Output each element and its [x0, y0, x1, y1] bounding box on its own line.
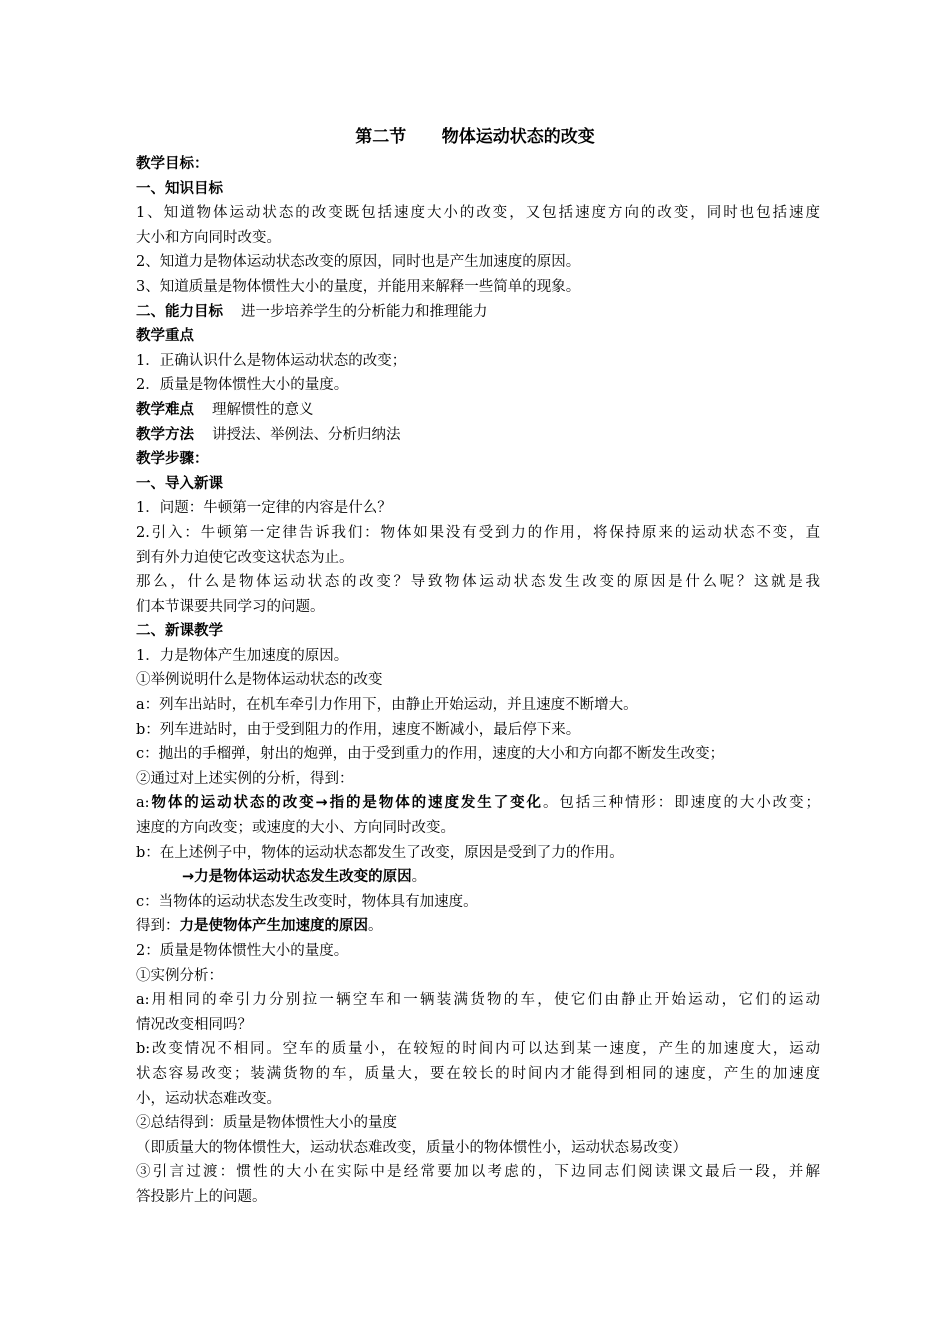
paragraph-line: b：在上述例子中，物体的运动状态都发生了改变，原因是受到了力的作用。 — [136, 844, 624, 861]
ability-text: 进一步培养学生的分析能力和推理能力 — [241, 303, 488, 320]
paragraph-line: 2：质量是物体惯性大小的量度。 — [136, 943, 349, 959]
paragraph-line: 2．质量是物体惯性大小的量度。 — [136, 377, 349, 394]
page-title: 第二节 物体运动状态的改变 — [355, 127, 595, 147]
paragraph-line: ①举例说明什么是物体运动状态的改变 — [136, 672, 383, 689]
paragraph-line: 1．力是物体产生加速度的原因。 — [136, 647, 349, 664]
difficulty-text: 理解惯性的意义 — [212, 401, 314, 418]
paragraph-line: c：抛出的手榴弹，射出的炮弹，由于受到重力的作用，速度的大小和方向都不断发生改变； — [136, 746, 725, 763]
paragraph-line: 1、知道物体运动状态的改变既包括速度大小的改变，又包括速度方向的改变，同时也包括速度 — [136, 205, 820, 222]
heading-key-points: 教学重点 — [136, 328, 194, 345]
paragraph-line: 那么，什么是物体运动状态的改变？导致物体运动状态发生改变的原因是什么呢？这就是我 — [136, 574, 820, 591]
paragraph-line: 答投影片上的问题。 — [136, 1188, 267, 1205]
heading-difficulty: 教学难点 — [136, 401, 194, 418]
paragraph-line: a:用相同的牵引力分别拉一辆空车和一辆装满货物的车，使它们由静止开始运动，它们的运动 — [136, 992, 820, 1009]
paragraph-line: b：列车进站时，由于受到阻力的作用，速度不断减小，最后停下来。 — [136, 721, 581, 738]
ability-objective-line — [136, 300, 820, 325]
paragraph-line: 1．问题：牛顿第一定律的内容是什么？ — [136, 500, 392, 517]
paragraph-line: 2、知道力是物体运动状态改变的原因，同时也是产生加速度的原因。 — [136, 254, 581, 271]
emphasis-text: 物体的运动状态的改变→指的是物体的速度发生了变化 — [149, 795, 543, 812]
emphasis-text: →力是物体运动状态发生改变的原因 — [182, 869, 412, 886]
paragraph-line: a：列车出站时，在机车牵引力作用下，由静止开始运动，并且速度不断增大。 — [136, 697, 638, 714]
paragraph-line: 2.引入：牛顿第一定律告诉我们：物体如果没有受到力的作用，将保持原来的运动状态不变，直 — [136, 524, 820, 541]
heading-new-lesson: 二、新课教学 — [136, 623, 223, 640]
paragraph-line: ①实例分析： — [136, 967, 223, 984]
paragraph-line: 们本节课要共同学习的问题。 — [136, 598, 325, 615]
heading-objectives: 教学目标： — [136, 156, 209, 172]
paragraph-line: ②通过对上述实例的分析，得到： — [136, 770, 354, 787]
document-body — [136, 152, 820, 1210]
emphasis-text: 力是使物体产生加速度的原因 — [179, 918, 368, 935]
paragraph-line-emphasis: →力是物体运动状态发生改变的原因。 — [182, 869, 427, 886]
paragraph-line: ③引言过渡：惯性的大小在实际中是经常要加以考虑的，下边同志们阅读课文最后一段，并解 — [136, 1164, 820, 1181]
difficulty-line — [136, 398, 820, 423]
heading-method: 教学方法 — [136, 426, 194, 443]
paragraph-line: c：当物体的运动状态发生改变时，物体具有加速度。 — [136, 893, 478, 910]
heading-intro: 一、导入新课 — [136, 475, 223, 492]
paragraph-line: 到有外力迫使它改变这状态为止。 — [136, 549, 354, 566]
paragraph-line: 情况改变相同吗？ — [136, 1016, 252, 1033]
method-line — [136, 423, 820, 448]
paragraph-line-emphasis: a:物体的运动状态的改变→指的是物体的速度发生了变化。包括三种情形：即速度的大小改变； — [136, 795, 820, 812]
paragraph-line: 速度的方向改变；或速度的大小、方向同时改变。 — [136, 820, 455, 837]
heading-knowledge: 一、知识目标 — [136, 180, 223, 197]
paragraph-line: （即质量大的物体惯性大，运动状态难改变，质量小的物体惯性小，运动状态易改变） — [136, 1139, 687, 1156]
heading-ability: 二、能力目标 — [136, 303, 223, 320]
paragraph-line: 大小和方向同时改变。 — [136, 229, 281, 246]
paragraph-line: 1．正确认识什么是物体运动状态的改变； — [136, 352, 407, 369]
paragraph-line: 3、知道质量是物体惯性大小的量度，并能用来解释一些简单的现象。 — [136, 278, 581, 295]
method-text: 讲授法、举例法、分析归纳法 — [212, 426, 401, 443]
paragraph-line: 状态容易改变；装满货物的车，质量大，要在较长的时间内才能得到相同的速度，产生的加速度 — [136, 1065, 820, 1082]
paragraph-line: ②总结得到：质量是物体惯性大小的量度 — [136, 1115, 397, 1132]
heading-steps: 教学步骤： — [136, 451, 209, 468]
paragraph-line: b:改变情况不相同。空车的质量小，在较短的时间内可以达到某一速度，产生的加速度大，运动 — [136, 1041, 820, 1058]
paragraph-line: 小，运动状态难改变。 — [136, 1090, 281, 1107]
paragraph-line-emphasis: 得到：力是使物体产生加速度的原因。 — [136, 918, 383, 935]
